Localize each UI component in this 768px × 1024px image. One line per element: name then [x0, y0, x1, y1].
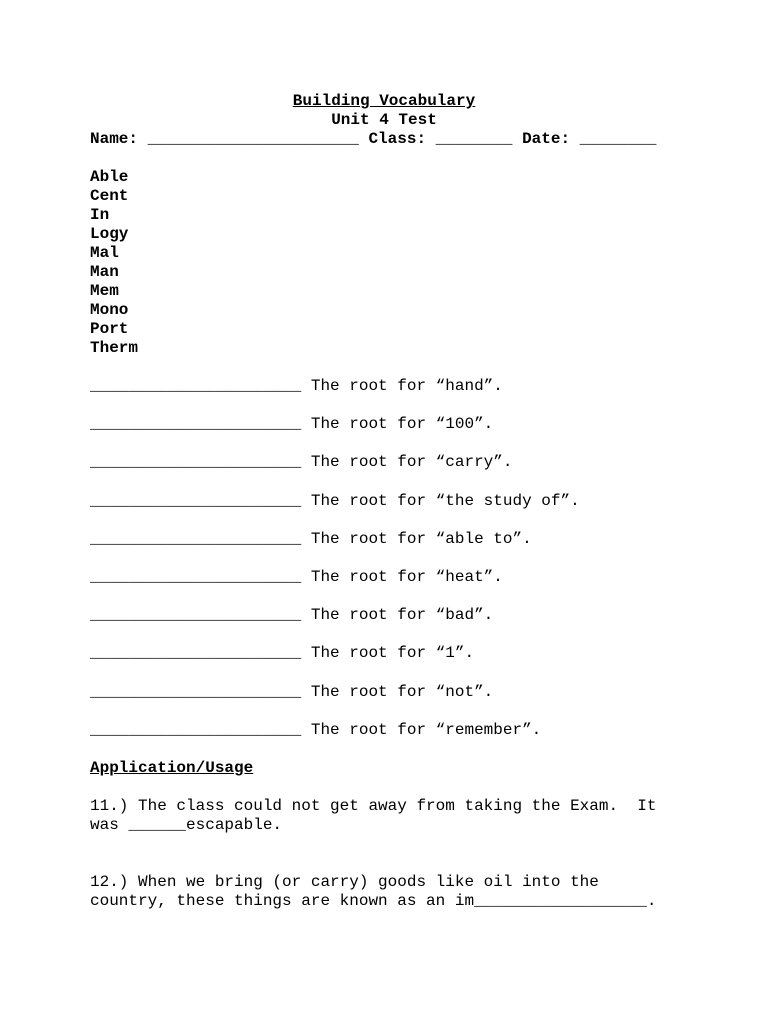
matching-row: [90, 492, 690, 511]
question-text: The root for “not”.: [310, 682, 494, 701]
matching-row: [90, 415, 690, 434]
matching-questions: [90, 377, 690, 740]
matching-row: [90, 721, 690, 740]
root-word: Cent: [90, 187, 129, 205]
question-text: The root for “the study of”.: [310, 491, 580, 510]
root-word: Able: [90, 168, 129, 186]
question-text: The root for “hand”.: [310, 377, 503, 395]
page-title: Building Vocabulary: [292, 92, 476, 110]
application-usage-heading: Application/Usage: [90, 758, 254, 777]
question-text: The root for “remember”.: [310, 720, 542, 739]
test-page: [90, 92, 690, 911]
root-word: Logy: [90, 225, 129, 243]
matching-row: [90, 377, 690, 396]
matching-row: [90, 683, 690, 702]
matching-row: [90, 644, 690, 663]
root-word: Mem: [90, 282, 119, 300]
question-11: 11.) The class could not get away from taking the Exam. It was ______escapable.: [90, 796, 657, 834]
matching-row: [90, 568, 690, 587]
answer-blank: ______________________: [90, 491, 302, 510]
page-subtitle: Unit 4 Test: [331, 111, 437, 129]
root-word: Mal: [90, 244, 119, 262]
answer-blank: ______________________: [90, 606, 302, 625]
root-word: In: [90, 206, 110, 224]
root-word-list: [90, 168, 690, 358]
question-text: The root for “100”.: [310, 415, 494, 434]
answer-blank: ______________________: [90, 453, 302, 472]
question-text: The root for “carry”.: [310, 453, 513, 472]
matching-row: [90, 530, 690, 549]
answer-blank: ______________________: [90, 567, 302, 586]
root-word: Mono: [90, 301, 129, 319]
question-text: The root for “1”.: [310, 644, 475, 663]
answer-blank: ______________________: [90, 644, 302, 663]
question-12: 12.) When we bring (or carry) goods like oil into the country, these things are known as an im__________________.: [90, 872, 657, 910]
answer-blank: ______________________: [90, 720, 302, 739]
answer-blank: ______________________: [90, 377, 302, 395]
root-word: Port: [90, 320, 129, 338]
root-word: Therm: [90, 339, 139, 357]
answer-blank: ______________________: [90, 682, 302, 701]
name-class-date-row: Name: ______________________ Class: ________ Date: ________: [90, 130, 657, 148]
question-text: The root for “able to”.: [310, 529, 532, 548]
answer-blank: ______________________: [90, 529, 302, 548]
matching-row: [90, 453, 690, 472]
root-word: Man: [90, 263, 119, 281]
question-text: The root for “bad”.: [310, 606, 494, 625]
matching-row: [90, 606, 690, 625]
answer-blank: ______________________: [90, 415, 302, 434]
question-text: The root for “heat”.: [310, 567, 503, 586]
